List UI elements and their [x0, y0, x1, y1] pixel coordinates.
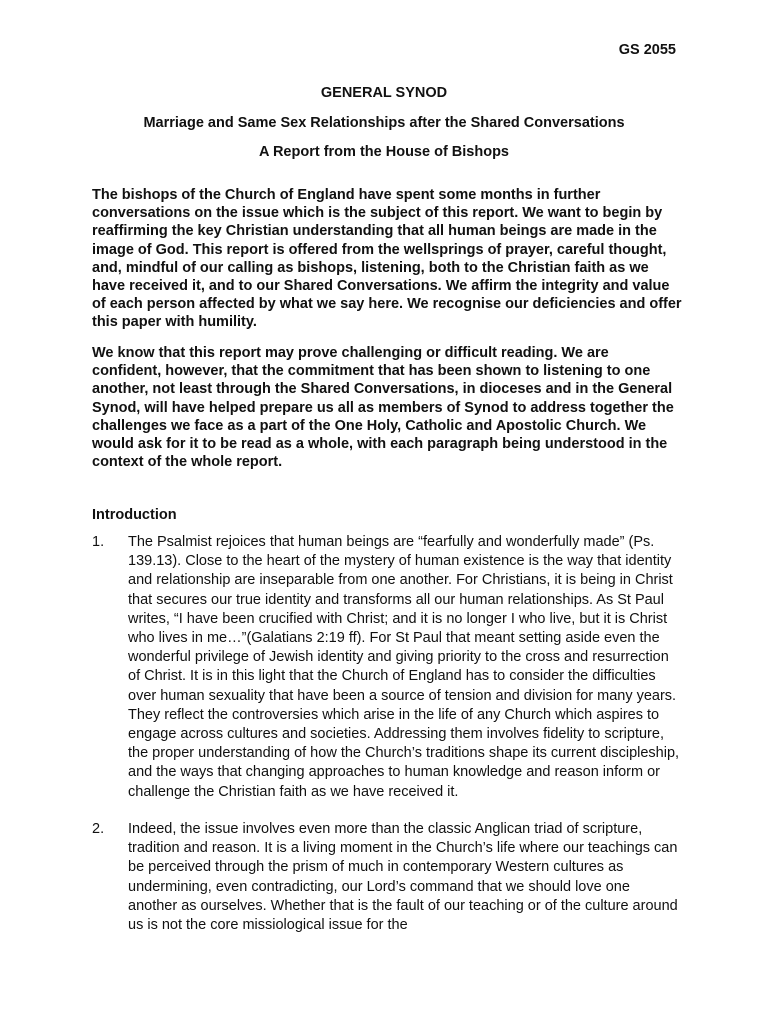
paragraph-text: Indeed, the issue involves even more than the classic Anglican triad of scripture, tradition and reason. It is a living moment in the Church’s life where our teachings can be perceived through the prism of much in contemporary Western cultures as undermining, even contradicting, our Lord’s command that we should love one another as ourselves. Whether that is the fault of our teaching or of the culture around us is not the core missiological issue for the: [128, 821, 678, 934]
paragraph-number: 1.: [92, 534, 105, 550]
section-heading-introduction: Introduction: [92, 507, 177, 523]
document-subtitle: Marriage and Same Sex Relationships after the Shared Conversations: [143, 115, 625, 131]
document-title: GENERAL SYNOD: [320, 85, 448, 101]
lead-paragraph-2: We know that this report may prove challenging or difficult reading. We are confident, however, that the commitment that has been shown to listening to one another, not least through the Shared Conversations, in dioceses and in the General Synod, will have helped prepare us all as members of Synod to address together the challenges we face as a part of the One Holy, Catholic and Apostolic Church. We would ask for it to be read as a whole, with each paragraph being understood in the context of the whole report.: [92, 345, 674, 471]
lead-paragraph-1: The bishops of the Church of England have spent some months in further conversations on the issue which is the subject of this report. We want to begin by reaffirming the key Christian understanding that all human beings are made in the image of God. This report is offered from the wellsprings of prayer, careful thought, and, mindful of our calling as bishops, listening, both to the Christian faith as we have received it, and to our Shared Conversations. We affirm the integrity and value of each person affected by what we say here. We recognise our deficiencies and offer this paper with humility.: [92, 187, 682, 331]
numbered-paragraph-2: [92, 820, 682, 935]
paragraph-text: The Psalmist rejoices that human beings are “fearfully and wonderfully made” (Ps. 139.13). Close to the heart of the mystery of human existence is the way that identity and relationship are inseparable from one another. For Christians, it is being in Christ that secures our true identity and transforms all our human relationships. As St Paul writes, “I have been crucified with Christ; and it is no longer I who live, but it is Christ who lives in me…”(Galatians 2:19 ff). For St Paul that meant setting aside even the wonderful privilege of Jewish identity and giving priority to the cross and resurrection of Christ. It is in this light that the Church of England has to consider the difficulties over human sexuality that have been a source of tension and division for many years. They reflect the controversies which arise in the life of any Church which aspires to engage across cultures and societies. Addressing them involves fidelity to scripture, the proper understanding of how the Church’s traditions shape its current discipleship, and the ways that changing approaches to human knowledge and reason inform or challenge the Christian faith as we have received it.: [128, 534, 680, 800]
document-reference: GS 2055: [618, 42, 676, 58]
report-author-line: A Report from the House of Bishops: [259, 144, 509, 160]
paragraph-number: 2.: [92, 821, 105, 837]
numbered-paragraph-1: [92, 533, 682, 802]
